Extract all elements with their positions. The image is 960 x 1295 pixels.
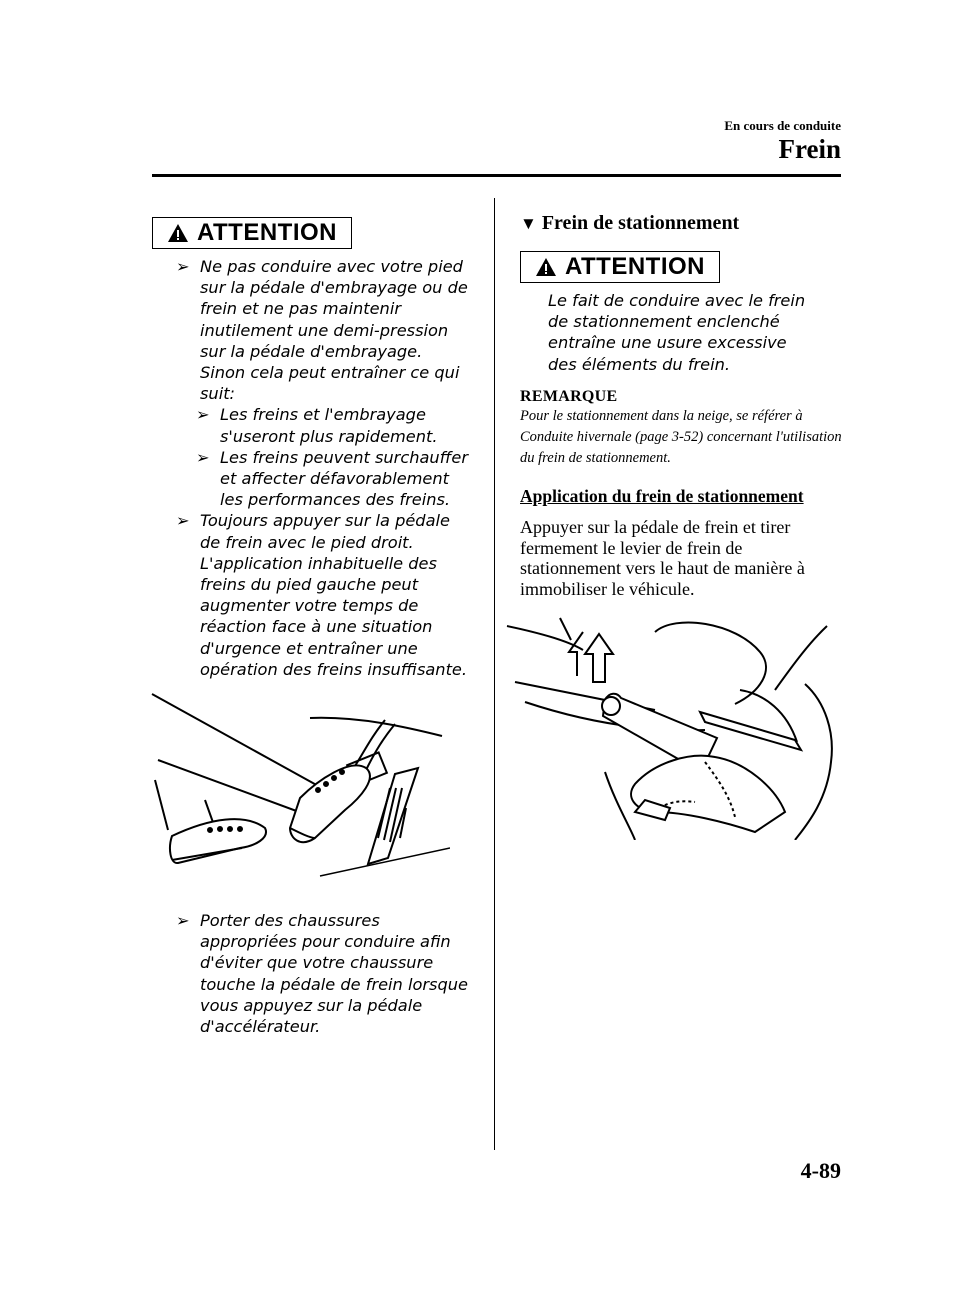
arrow-bullet-icon: ➢ <box>176 511 190 531</box>
header-rule <box>152 174 841 177</box>
attention-title: ATTENTION <box>564 253 706 280</box>
list-item <box>176 256 471 404</box>
list-item-text: Ne pas conduire avec votre pied sur la pédale d'embrayage ou de frein et ne pas maintenir inutilement une demi-pression sur la pédale d'embrayage. Sinon cela peut entraîner ce qui suit: <box>200 257 468 404</box>
list-item <box>176 910 471 1037</box>
attention-title: ATTENTION <box>196 219 338 246</box>
sub-list-item <box>196 404 471 446</box>
attention-box-right <box>520 251 720 283</box>
section-label: En cours de conduite <box>724 118 841 133</box>
sub-list-item <box>196 447 471 511</box>
subsection-heading: Application du frein de stationnement <box>520 486 804 506</box>
attention-list-left-continued <box>176 910 471 1037</box>
attention-box-left <box>152 217 352 249</box>
arrow-bullet-icon: ➢ <box>176 911 190 930</box>
list-item <box>176 510 471 680</box>
arrow-bullet-icon: ➢ <box>196 405 210 425</box>
section-heading <box>520 212 739 235</box>
arrow-bullet-icon: ➢ <box>196 447 210 467</box>
page-number: 4-89 <box>800 1158 841 1183</box>
list-item-text: Les freins peuvent surchauffer et affecter défavorablement les performances des freins. <box>220 447 468 510</box>
attention-text-right: Le fait de conduire avec le frein de stationnement enclenché entraîne une usure excessive des éléments du frein. <box>548 291 806 374</box>
attention-list-left <box>176 256 471 680</box>
column-divider <box>494 198 495 1150</box>
note-title: REMARQUE <box>520 388 618 405</box>
section-heading-text: Frein de stationnement <box>541 212 740 234</box>
note-text: Pour le stationnement dans la neige, se référer à Conduite hivernale (page 3-52) concernant l'utilisation du frein de stationnement. <box>520 408 842 466</box>
page-title: Frein <box>778 134 841 164</box>
parking-brake-illustration <box>505 612 841 840</box>
list-item-text: Les freins et l'embrayage s'useront plus rapidement. <box>220 405 438 446</box>
warning-icon <box>167 223 189 243</box>
list-item-text: Porter des chaussures appropriées pour conduire afin d'éviter que votre chaussure touche la pédale de frein lorsque vous appuyez sur la pédale d'accélérateur. <box>200 911 468 1037</box>
arrow-bullet-icon: ➢ <box>176 257 190 276</box>
list-item-text: Toujours appuyer sur la pédale de frein avec le pied droit. L'application inhabituelle des freins du pied gauche peut augmenter votre temps de réaction face à une situation d'urgence et entraîner une opération des freins insuffisante. <box>200 511 468 679</box>
body-text: Appuyer sur la pédale de frein et tirer fermement le levier de frein de stationnement vers le haut de manière à immobiliser le véhicule. <box>520 517 805 599</box>
triangle-down-icon: ▼ <box>520 214 537 233</box>
warning-icon <box>535 257 557 277</box>
pedal-illustration <box>150 688 450 883</box>
